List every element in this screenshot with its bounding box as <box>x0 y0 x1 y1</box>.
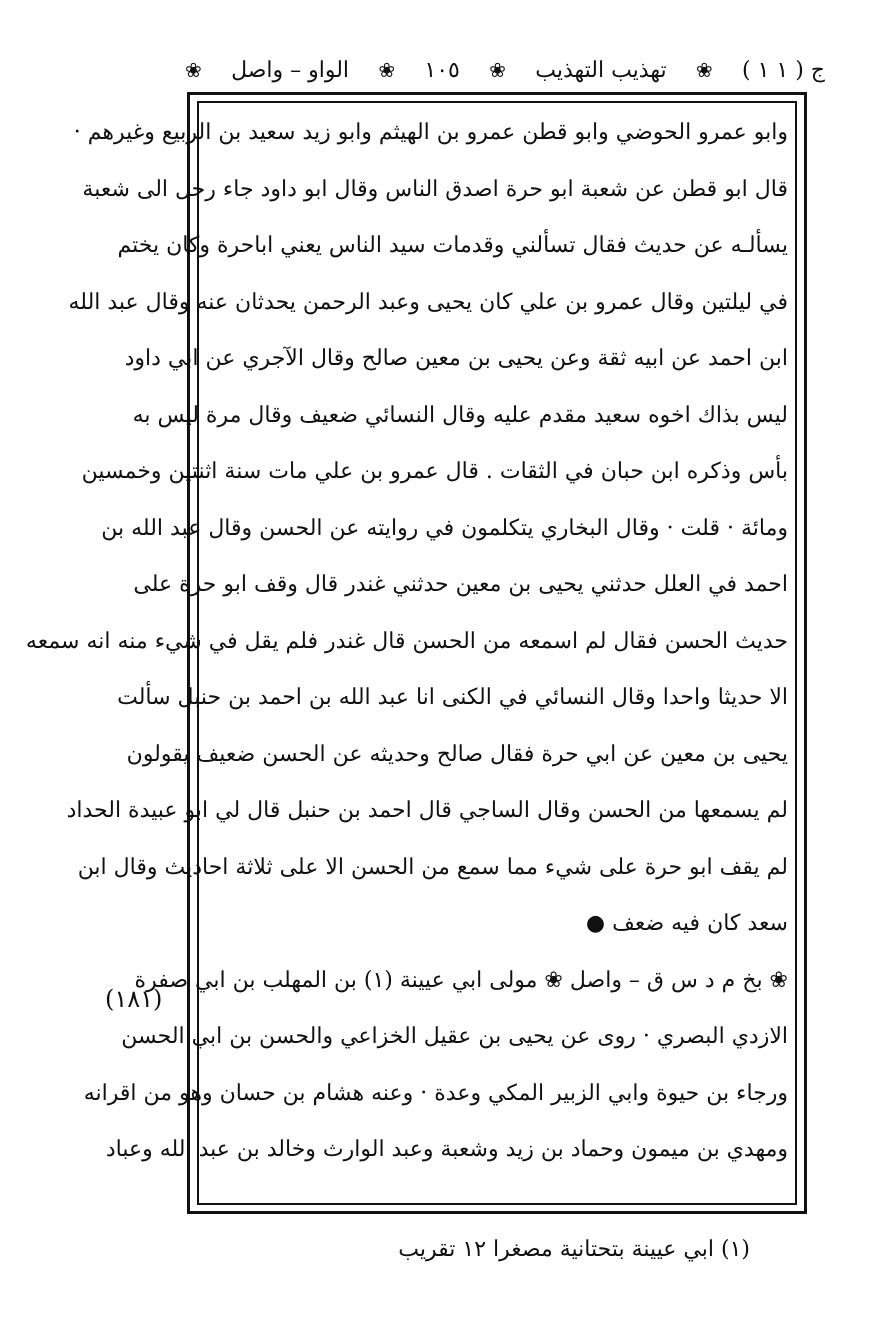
text-line: الازدي البصري · روى عن يحيى بن عقيل الخزاعي والحسن بن ابي الحسن <box>121 1024 788 1049</box>
text-line: سعد كان فيه ضعف ● <box>585 911 788 936</box>
text-line: حديث الحسن فقال لم اسمعه من الحسن قال غندر فلم يقل في شيء منه انه سمعه <box>25 629 788 654</box>
ornament-icon: ❀ <box>489 58 506 82</box>
header-page-number: ١٠٥ <box>424 57 460 83</box>
text-line: بأس وذكره ابن حبان في الثقات . قال عمرو بن علي مات سنة اثنتين وخمسين <box>81 459 788 484</box>
text-line: ابن احمد عن ابيه ثقة وعن يحيى بن معين صالح وقال الآجري عن ابي داود <box>124 346 788 371</box>
entry-heading-line: ❀ بخ م د س ق – واصل ❀ مولى ابي عيينة (١) بن المهلب بن ابي صفرة <box>134 968 788 993</box>
page-header <box>185 50 825 90</box>
text-line: وابو عمرو الحوضي وابو قطن عمرو بن الهيثم وابو زيد سعيد بن الربيع وغيرهم · <box>73 120 788 145</box>
footnote: (١) ابي عيينة بتحتانية مصغرا ١٢ تقريب <box>398 1237 750 1262</box>
text-line: ومائة · قلت · وقال البخاري يتكلمون في روايته عن الحسن وقال عبد الله بن <box>101 516 788 541</box>
ornament-icon: ❀ <box>185 58 202 82</box>
header-volume: ج ( ١ ١ ) <box>741 57 825 83</box>
text-line: قال ابو قطن عن شعبة ابو حرة اصدق الناس وقال ابو داود جاء رجل الى شعبة <box>82 177 788 202</box>
ornament-icon: ❀ <box>695 58 713 82</box>
text-line: ورجاء بن حيوة وابي الزبير المكي وعدة · وعنه هشام بن حسان وهو من اقرانه <box>83 1081 788 1106</box>
text-line: الا حديثا واحدا وقال النسائي في الكنى انا عبد الله بن احمد بن حنبل سألت <box>117 685 788 710</box>
ornament-icon: ❀ <box>378 58 396 82</box>
text-line: ليس بذاك اخوه سعيد مقدم عليه وقال النسائي ضعيف وقال مرة ليس به <box>132 403 788 428</box>
text-line: يحيى بن معين عن ابي حرة فقال صالح وحديثه عن الحسن ضعيف يقولون <box>126 742 788 767</box>
text-line: لم يقف ابو حرة على شيء مما سمع من الحسن الا على ثلاثة احاديث وقال ابن <box>77 855 788 880</box>
header-section: الواو – واصل <box>231 57 350 83</box>
text-line: احمد في العلل حدثني يحيى بن معين حدثني غندر قال وقف ابو حرة على <box>133 572 788 597</box>
text-line: ومهدي بن ميمون وحماد بن زيد وشعبة وعبد الوارث وخالد بن عبد الله وعباد <box>105 1137 788 1162</box>
entry-number: (١٨١) <box>105 985 163 1013</box>
text-line: يسألـه عن حديث فقال تسألني وقدمات سيد الناس يعني اباحرة وكان يختم <box>117 233 788 258</box>
text-line: في ليلتين وقال عمرو بن علي كان يحيى وعبد الرحمن يحدثان عنه وقال عبد الله <box>68 290 788 315</box>
header-book-title: تهذيب التهذيب <box>535 57 667 83</box>
text-line: لم يسمعها من الحسن وقال الساجي قال احمد بن حنبل قال لي ابو عبيدة الحداد <box>66 798 788 823</box>
